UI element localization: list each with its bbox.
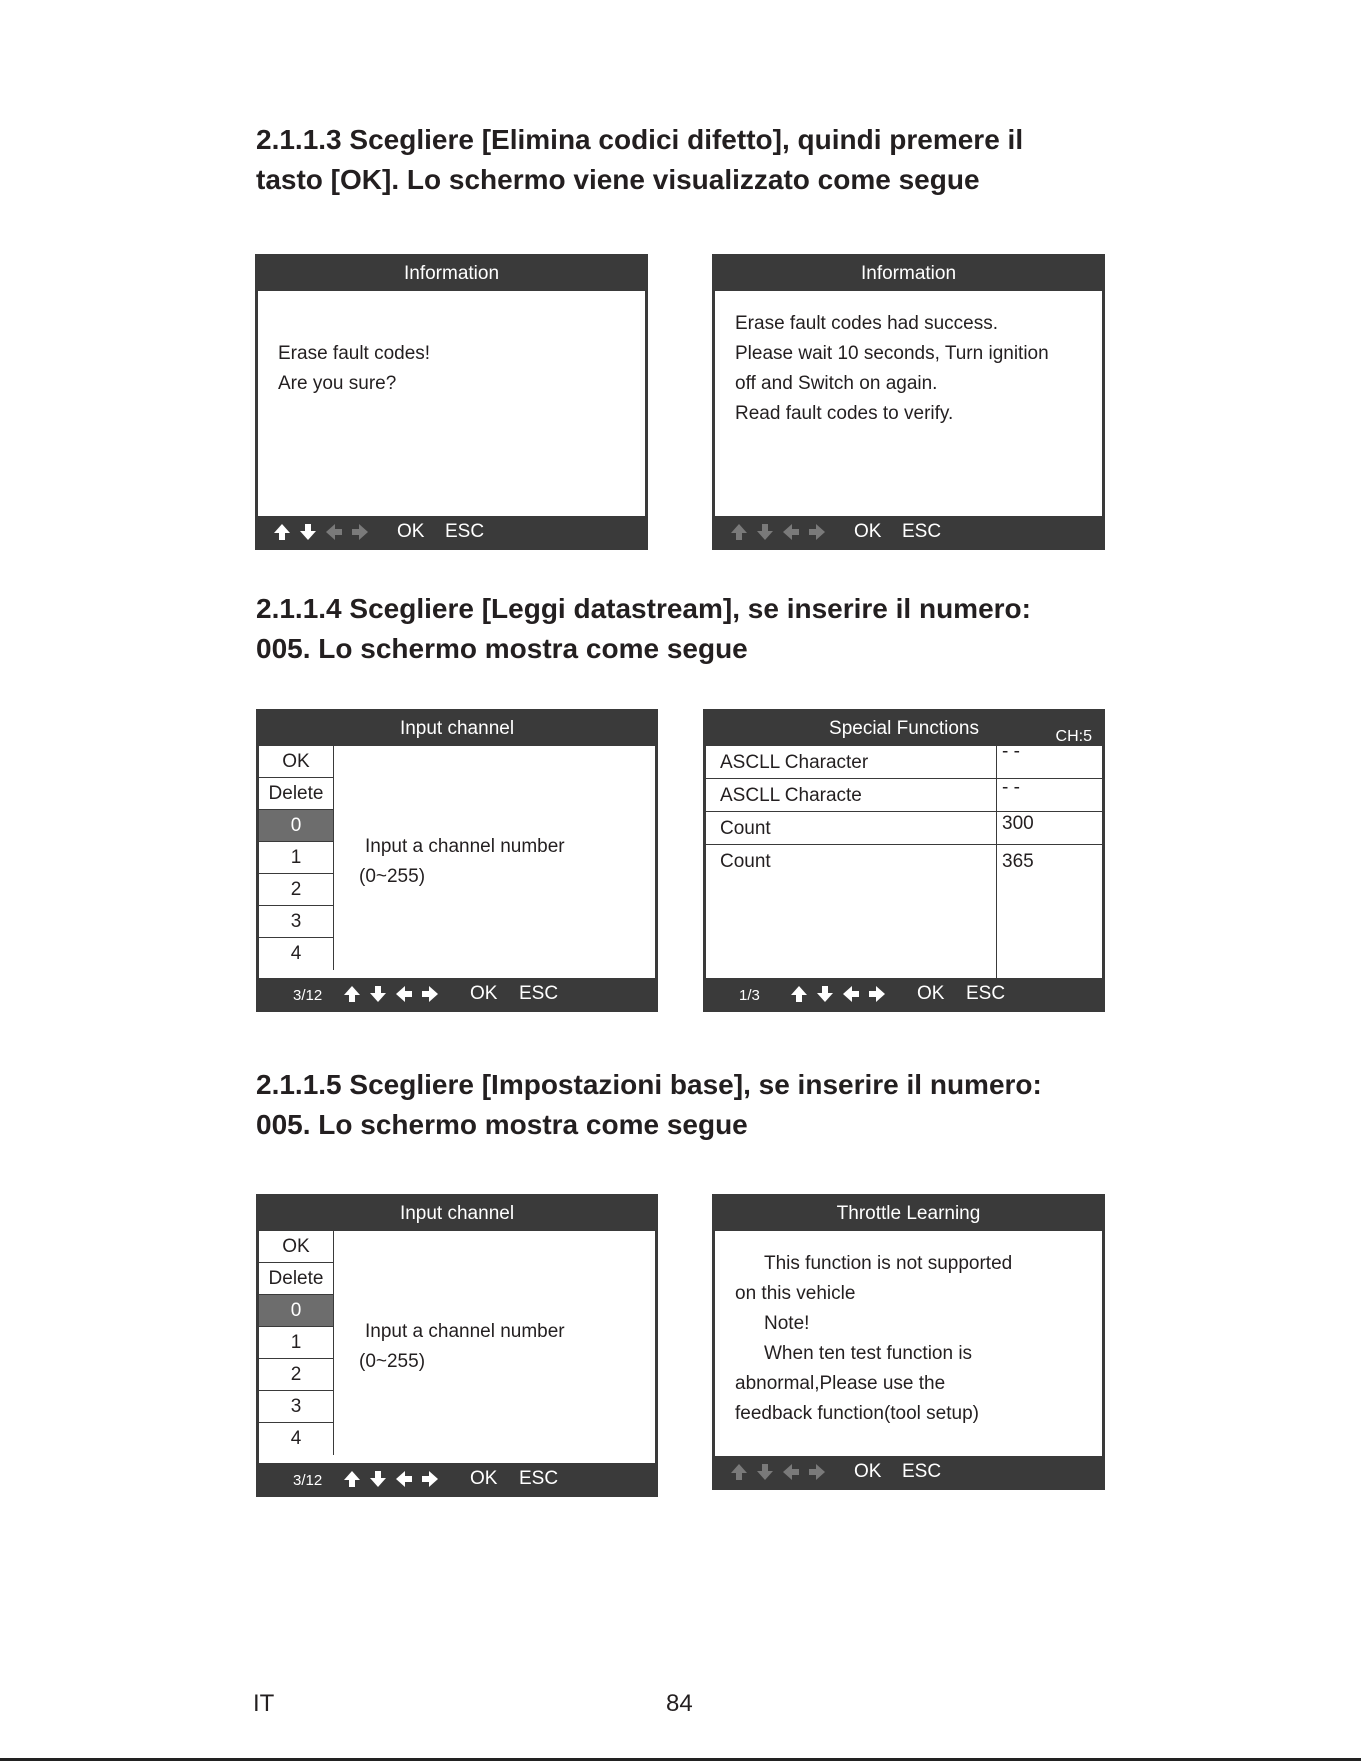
- data-row[interactable]: [706, 845, 1102, 878]
- right-arrow-icon: [350, 522, 370, 542]
- section-heading-erase: [256, 120, 1156, 200]
- heading-line: 2.1.1.5 Scegliere [Impostazioni base], se inserire il numero:: [256, 1069, 1042, 1100]
- heading-line: 005. Lo schermo mostra come segue: [256, 1109, 748, 1140]
- keypad-digit-key[interactable]: 1: [259, 842, 333, 874]
- language-code: IT: [253, 1690, 275, 1717]
- down-arrow-icon: [755, 522, 775, 542]
- data-row[interactable]: [706, 741, 1102, 779]
- down-arrow-icon[interactable]: [368, 1469, 388, 1489]
- prompt-line: Input a channel number: [365, 1321, 565, 1342]
- keypad-digit-key[interactable]: 0: [259, 810, 333, 842]
- message-line: feedback function(tool setup): [735, 1403, 979, 1424]
- esc-button[interactable]: ESC: [902, 1461, 942, 1482]
- down-arrow-icon[interactable]: [368, 984, 388, 1004]
- heading-line: 005. Lo schermo mostra come segue: [256, 633, 748, 664]
- section-heading-datastream: [256, 589, 1156, 669]
- data-value: 300: [1002, 813, 1034, 834]
- esc-button[interactable]: ESC: [445, 521, 485, 542]
- ok-button[interactable]: OK: [854, 1461, 882, 1482]
- right-arrow-icon: [807, 1462, 827, 1482]
- left-arrow-icon: [781, 1462, 801, 1482]
- screen-title-text: Special Functions: [829, 718, 979, 739]
- message-line: Note!: [764, 1313, 810, 1334]
- data-value: 365: [1002, 851, 1034, 872]
- erase-confirm-screen: [255, 254, 648, 550]
- keypad-digit-key[interactable]: 2: [259, 874, 333, 906]
- message-line: on this vehicle: [735, 1283, 856, 1304]
- message-line: Erase fault codes had success.: [735, 313, 998, 334]
- prompt-range: (0~255): [359, 1351, 426, 1372]
- left-arrow-icon[interactable]: [841, 984, 861, 1004]
- page-number: 84: [666, 1690, 693, 1717]
- page-indicator: 3/12: [293, 1472, 323, 1489]
- ok-button[interactable]: OK: [917, 983, 945, 1004]
- channel-indicator: CH:5: [1055, 728, 1092, 745]
- left-arrow-icon: [324, 522, 344, 542]
- keypad-delete-key[interactable]: Delete: [259, 778, 333, 810]
- screen-footer: [715, 516, 1102, 547]
- message-line: Erase fault codes!: [278, 343, 431, 364]
- heading-line: 2.1.1.3 Scegliere [Elimina codici difetto], quindi premere il: [256, 124, 1024, 155]
- screen-footer: [259, 1463, 655, 1494]
- screen-message: [278, 339, 430, 399]
- channel-keypad: [259, 746, 334, 970]
- section-heading-basic-settings: [256, 1065, 1156, 1145]
- data-row[interactable]: [706, 779, 1102, 812]
- message-line: abnormal,Please use the: [735, 1373, 946, 1394]
- input-channel-screen: [256, 1194, 658, 1497]
- right-arrow-icon[interactable]: [420, 1469, 440, 1489]
- page-indicator: 1/3: [739, 987, 760, 1004]
- keypad-delete-key[interactable]: Delete: [259, 1263, 333, 1295]
- data-row[interactable]: [706, 812, 1102, 845]
- message-line: Please wait 10 seconds, Turn ignition: [735, 343, 1049, 364]
- ok-button[interactable]: OK: [397, 521, 425, 542]
- ok-button[interactable]: OK: [470, 1468, 498, 1489]
- keypad-digit-key[interactable]: 2: [259, 1359, 333, 1391]
- data-value: - -: [1002, 777, 1020, 798]
- screen-footer: [259, 978, 655, 1009]
- esc-button[interactable]: ESC: [519, 1468, 559, 1489]
- keypad-digit-key[interactable]: 1: [259, 1327, 333, 1359]
- message-line: Read fault codes to verify.: [735, 403, 954, 424]
- esc-button[interactable]: ESC: [966, 983, 1006, 1004]
- right-arrow-icon[interactable]: [420, 984, 440, 1004]
- screen-message: [735, 1249, 1012, 1429]
- up-arrow-icon[interactable]: [342, 984, 362, 1004]
- data-name: Count: [720, 818, 771, 839]
- data-name: ASCLL Characte: [720, 785, 862, 806]
- left-arrow-icon: [781, 522, 801, 542]
- esc-button[interactable]: ESC: [902, 521, 942, 542]
- screen-title: Input channel: [259, 712, 655, 746]
- screen-footer: [715, 1456, 1102, 1487]
- channel-prompt: [359, 1317, 565, 1377]
- input-channel-screen: [256, 709, 658, 1012]
- prompt-range: (0~255): [359, 866, 426, 887]
- heading-line: tasto [OK]. Lo schermo viene visualizzato come segue: [256, 164, 980, 195]
- channel-prompt: [359, 832, 565, 892]
- erase-success-screen: [712, 254, 1105, 550]
- screen-footer: [706, 978, 1102, 1009]
- screen-title: [706, 712, 1102, 746]
- page-indicator: 3/12: [293, 987, 323, 1004]
- message-line: When ten test function is: [764, 1343, 973, 1364]
- keypad-ok-key[interactable]: OK: [259, 1231, 333, 1263]
- data-name: ASCLL Character: [720, 752, 869, 773]
- up-arrow-icon[interactable]: [789, 984, 809, 1004]
- data-value: - -: [1002, 741, 1020, 762]
- screen-title: Information: [715, 257, 1102, 291]
- ok-button[interactable]: OK: [470, 983, 498, 1004]
- special-functions-screen: [703, 709, 1105, 1012]
- ok-button[interactable]: OK: [854, 521, 882, 542]
- keypad-digit-key[interactable]: 3: [259, 1391, 333, 1423]
- up-arrow-icon[interactable]: [272, 522, 292, 542]
- left-arrow-icon[interactable]: [394, 984, 414, 1004]
- data-name: Count: [720, 851, 771, 872]
- keypad-ok-key[interactable]: OK: [259, 746, 333, 778]
- down-arrow-icon: [755, 1462, 775, 1482]
- throttle-learning-screen: [712, 1194, 1105, 1490]
- screen-title: Information: [258, 257, 645, 291]
- right-arrow-icon: [807, 522, 827, 542]
- down-arrow-icon[interactable]: [298, 522, 318, 542]
- left-arrow-icon[interactable]: [394, 1469, 414, 1489]
- screen-title: Input channel: [259, 1197, 655, 1231]
- right-arrow-icon[interactable]: [867, 984, 887, 1004]
- column-divider: [996, 746, 997, 978]
- channel-keypad: [259, 1231, 334, 1455]
- screen-title: Throttle Learning: [715, 1197, 1102, 1231]
- screen-message: [735, 309, 1049, 429]
- keypad-digit-key[interactable]: 3: [259, 906, 333, 938]
- keypad-digit-key[interactable]: 4: [290, 1428, 302, 1449]
- screen-footer: [258, 516, 645, 547]
- message-line: off and Switch on again.: [735, 373, 938, 394]
- prompt-line: Input a channel number: [365, 836, 565, 857]
- up-arrow-icon[interactable]: [342, 1469, 362, 1489]
- up-arrow-icon: [729, 1462, 749, 1482]
- keypad-digit-key[interactable]: 4: [290, 943, 302, 964]
- message-line: This function is not supported: [764, 1253, 1013, 1274]
- esc-button[interactable]: ESC: [519, 983, 559, 1004]
- message-line: Are you sure?: [278, 373, 397, 394]
- down-arrow-icon[interactable]: [815, 984, 835, 1004]
- heading-line: 2.1.1.4 Scegliere [Leggi datastream], se inserire il numero:: [256, 593, 1031, 624]
- keypad-digit-key[interactable]: 0: [259, 1295, 333, 1327]
- up-arrow-icon: [729, 522, 749, 542]
